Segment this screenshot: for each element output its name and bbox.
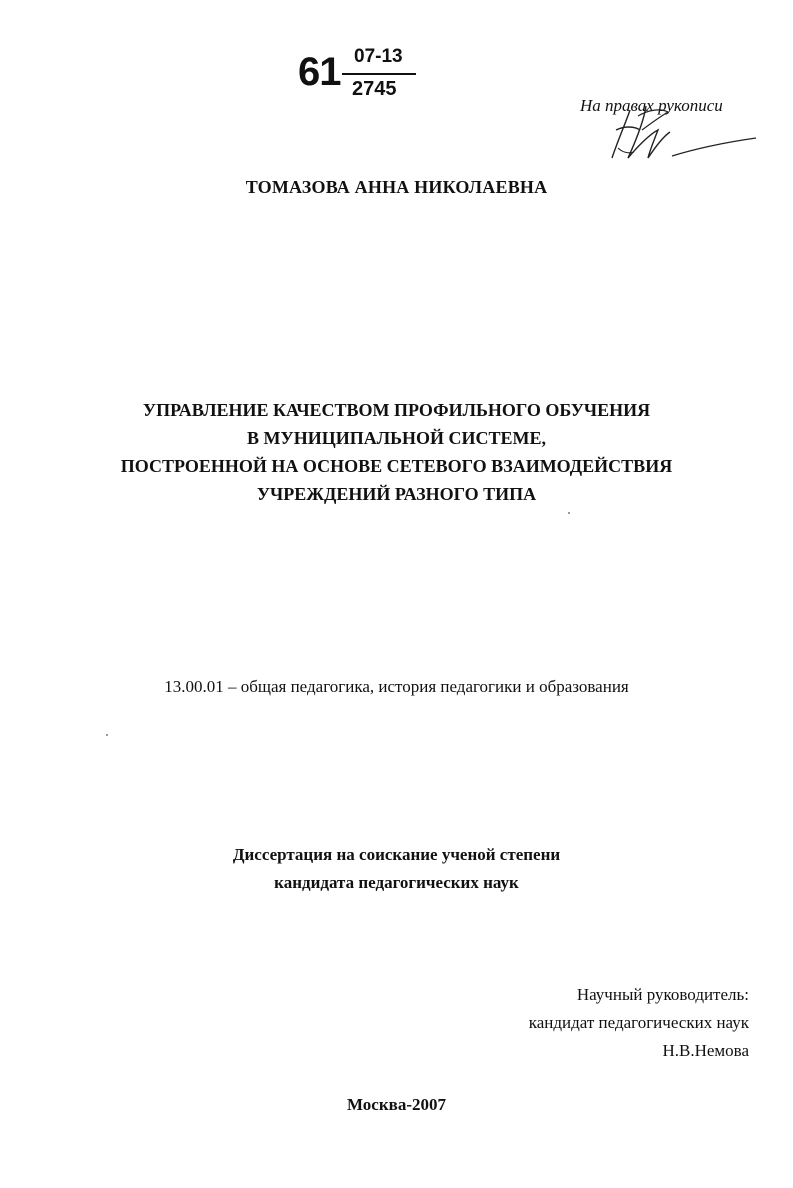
catalog-number-prefix: 61 (298, 50, 341, 94)
catalog-number (298, 46, 428, 106)
author-name: ТОМАЗОВА АННА НИКОЛАЕВНА (245, 177, 548, 197)
title-line: УПРАВЛЕНИЕ КАЧЕСТВОМ ПРОФИЛЬНОГО ОБУЧЕНИЯ (142, 400, 651, 420)
specialty-code: 13.00.01 – общая педагогика, история педагогики и образования (164, 677, 629, 696)
title-line: УЧРЕЖДЕНИЙ РАЗНОГО ТИПА (256, 484, 537, 504)
degree-statement: кандидата педагогических наук (274, 873, 519, 892)
scan-speck (106, 734, 108, 736)
city-year: Москва-2007 (346, 1095, 446, 1114)
degree-statement: Диссертация на соискание ученой степени (232, 845, 561, 864)
scan-speck (568, 512, 570, 514)
title-line: ПОСТРОЕННОЙ НА ОСНОВЕ СЕТЕВОГО ВЗАИМОДЕЙСТВИЯ (120, 456, 673, 476)
catalog-number-denominator: 2745 (352, 78, 397, 100)
catalog-number-numerator: 07-13 (354, 46, 403, 67)
catalog-fraction-line (342, 73, 416, 75)
supervisor-name: Н.В.Немова (662, 1041, 749, 1060)
supervisor-degree: кандидат педагогических наук (528, 1013, 749, 1032)
title-line: В МУНИЦИПАЛЬНОЙ СИСТЕМЕ, (246, 428, 547, 448)
signature-icon (608, 100, 758, 170)
rights-note: На правах рукописи (580, 96, 723, 115)
supervisor-role: Научный руководитель: (576, 985, 749, 1004)
